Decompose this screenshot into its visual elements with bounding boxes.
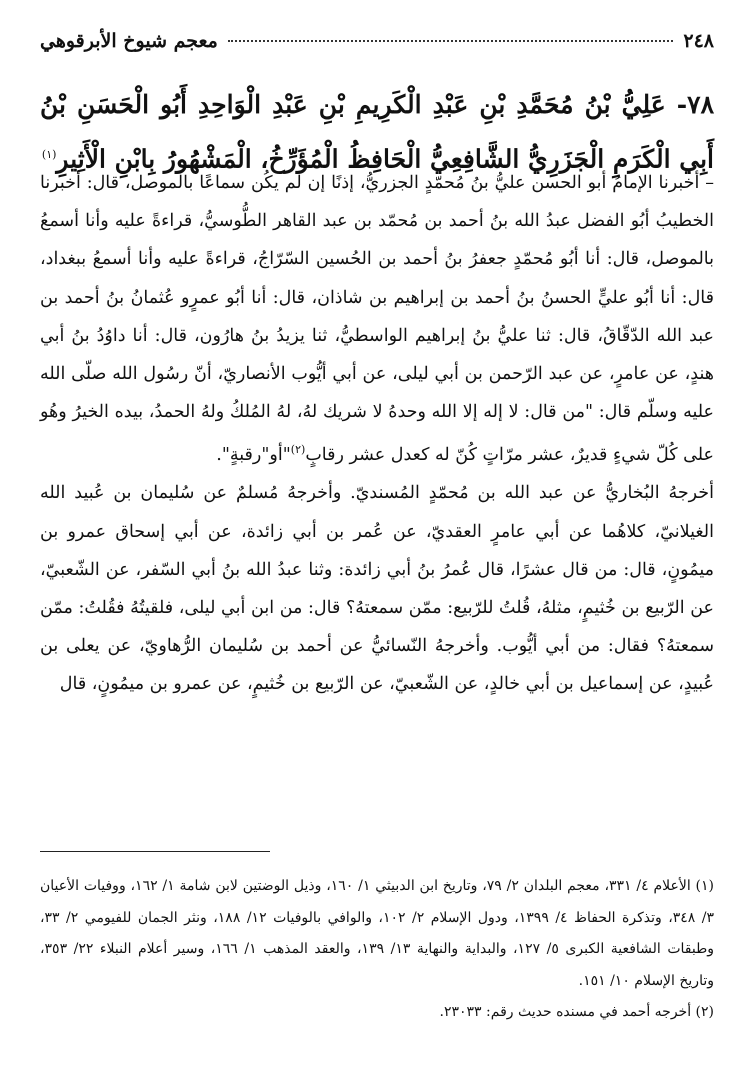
hadith-text: – أخبرنا الإمامُ أبو الحسن عليُّ بنُ مُحمّدٍ الجزريُّ، إذنًا إن لم يكُن سماعًا بالموصل، قال: أخبرنا الخطيبُ أبُو الفضل عبدُ الله بنُ أحمد بن مُحمّد بن عبد القاهر الطُّوسيُّ، قراءةً عليه وأنا أسمعُ بالموصل، قال: أنا أبُو مُحمّدٍ جعفرُ بنُ أحمد بن الحُسين السّرّاجُ، قراءةً عليه وأنا أسمعُ ببغداد، قال: أنا أبُو عليٍّ الحسنُ بنُ أحمد بن إبراهيم بن شاذان، قال: أنا أبُو عمرٍو عُثمانُ بنُ أحمد بن عبد الله الدّقّاقُ، قال: ثنا عليُّ بنُ إبراهيم الواسطيُّ، ثنا يزيدُ بنُ هارُون، قال: أنا داوُدُ بنُ أبي هندٍ، عن عامرٍ، عن عبد الرّحمن بن أبي ليلى، عن أبي أيُّوب الأنصاريّ، أنّ رسُول الله صلّى الله عليه وسلّم قال: "من قال: لا إله إلا الله وحدهُ لا شريك لهُ، لهُ المُلكُ ولهُ الحمدُ، بيده الخيرُ وهُو على كُلّ شيءٍ قديرٌ، عشر مرّاتٍ كُنّ له كعدل عشر رقابٍ (40, 173, 714, 466)
footnote-ref-1: (١) (41, 148, 57, 161)
footnote-1: (١) الأعلام ٤/ ٣٣١، معجم البلدان ٢/ ٧٩، وتاريخ ابن الدبيثي ١/ ١٦٠، وذيل الوضتين لابن شامة ١/ ١٦٢، ووفيات الأعيان ٣/ ٣٤٨، وتذكرة الحفاظ ٤/ ١٣٩٩، ودول الإسلام ٢/ ١٠٢، والوافي بالوفيات ١٢/ ١٨٨، ونثر الجمان للفيومي ٢/ ٣٣، وطبقات الشافعية الكبرى ٥/ ١٢٧، والبداية والنهاية ١٣/ ١٣٩، والعقد المذهب ١/ ١٦٦، وسير أعلام النبلاء ٢٢/ ٣٥٣، وتاريخ الإسلام ١٠/ ١٥١. (40, 878, 715, 989)
hadith-text-end: "أو"رقبةٍ". (216, 445, 291, 466)
page-header (40, 30, 714, 64)
header-dotted-leader (228, 40, 674, 42)
main-text (40, 164, 714, 704)
footnote-2: (٢) أخرجه أحمد في مسنده حديث رقم: ٢٣٠٣٣. (439, 1004, 714, 1020)
entry-heading-text: ٧٨- عَلِيُّ بْنُ مُحَمَّدِ بْنِ عَبْدِ الْكَرِيمِ بْنِ عَبْدِ الْوَاحِدِ أَبُو الْحَسَنِ بْنُ أَبِي الْكَرَمِ الْجَزَرِيُّ الشَّافِعِيُّ الْحَافِظُ الْمُؤَرِّخُ، الْمَشْهُورُ بِابْنِ الْأَثِيرِ (40, 90, 714, 174)
takhrij-paragraph: أخرجهُ البُخاريُّ عن عبد الله بن مُحمّدٍ المُسنديّ. وأخرجهُ مُسلمٌ عن سُليمان بن عُبيد الله الغيلانيّ، كلاهُما عن أبي عامرٍ العقديّ، عن عُمر بن أبي زائدة، عن أبي إسحاق عمرو بن ميمُونٍ، قال: من قال عشرًا، قال عُمرُ بنُ أبي زائدة: وثنا عبدُ الله بنُ أبي السّفر، عن الشّعبيّ، عن الرّبيع بن خُثيمٍ، مثلهُ، قُلتُ للرّبيع: ممّن سمعتهُ؟ قال: من ابن أبي ليلى، فلقيتُهُ فقُلتُ: ممّن سمعتهُ؟ فقال: من أبي أيُّوب. وأخرجهُ النّسائيُّ عن أحمد بن سُليمان الرُّهاويّ، عن يعلى بن عُبيدٍ، عن إسماعيل بن أبي خالدٍ، عن الشّعبيّ، عن الرّبيع بن خُثيمٍ، عن عمرو بن ميمُونٍ، قال (40, 483, 714, 695)
running-title: معجم شيوخ الأبرقوهي (40, 30, 218, 52)
hadith-paragraph (40, 164, 714, 474)
footnote-ref-2: (٢) (290, 443, 306, 457)
page-number: ٢٤٨ (683, 30, 714, 52)
footnotes (40, 871, 714, 1029)
footnote-separator (40, 851, 270, 852)
